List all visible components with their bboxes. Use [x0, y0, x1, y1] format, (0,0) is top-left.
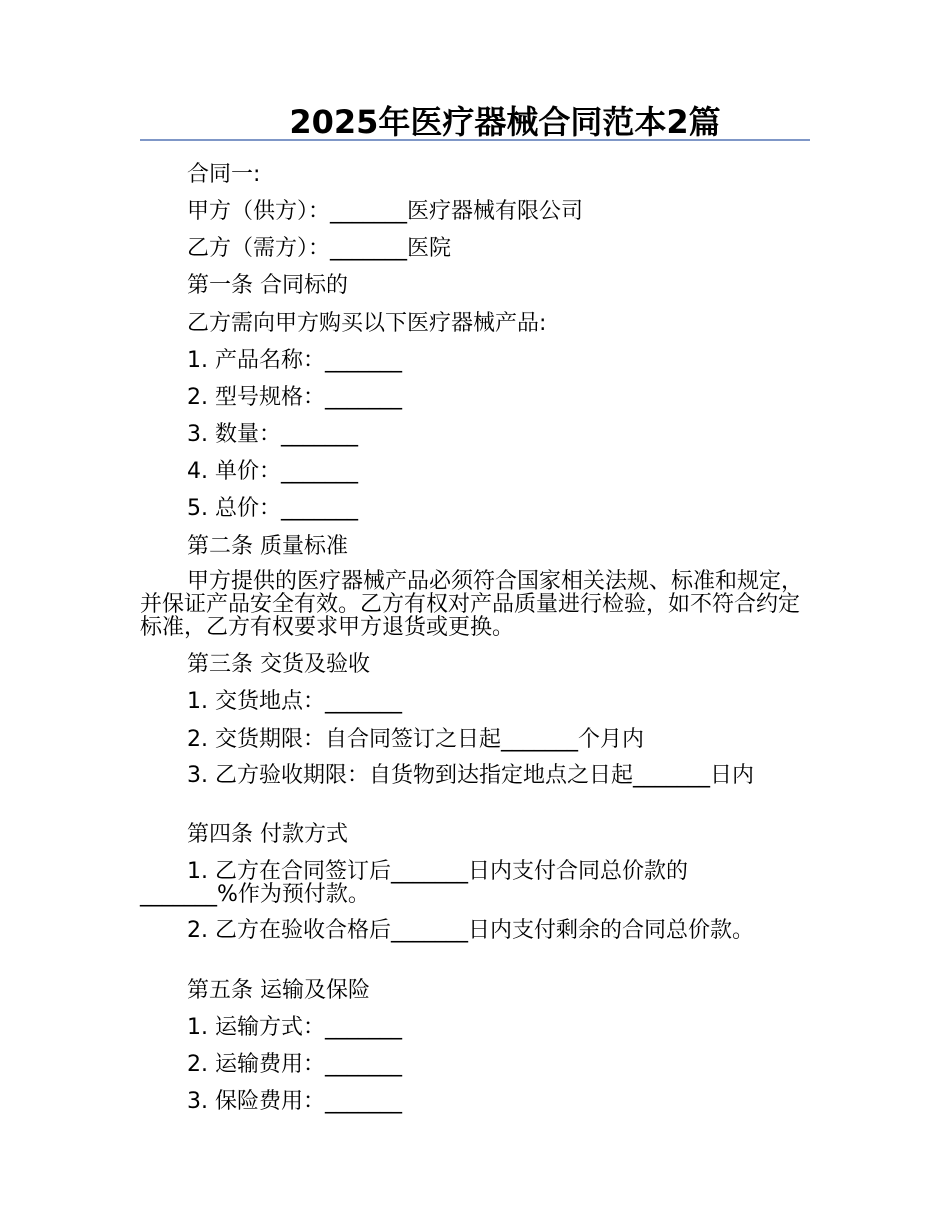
article-5-heading: 第五条 运输及保险: [187, 978, 370, 1003]
article-4-heading: 第四条 付款方式: [187, 822, 348, 847]
list-item: 1. 交货地点：_______: [187, 689, 402, 714]
list-item: 1. 产品名称：_______: [187, 348, 402, 373]
party-b-line: 乙方（需方）：_______医院: [187, 236, 452, 261]
quality-paragraph: 甲方提供的医疗器械产品必须符合国家相关法规、标准和规定，并保证产品安全有效。乙方有权对产品质量进行检验，如不符合约定标准，乙方有权要求甲方退货或更换。: [140, 569, 804, 640]
article-1-heading: 第一条 合同标的: [187, 273, 348, 298]
list-item: 5. 总价：_______: [187, 496, 358, 521]
list-item: 4. 单价：_______: [187, 459, 358, 484]
party-a-line: 甲方（供方）：_______医疗器械有限公司: [187, 199, 584, 224]
contract-heading: 合同一:: [187, 162, 261, 187]
list-item: 2. 型号规格：_______: [187, 385, 402, 410]
list-item: 3. 数量：_______: [187, 422, 358, 447]
list-item: 3. 乙方验收期限：自货物到达指定地点之日起_______日内: [187, 763, 754, 788]
list-item: 1. 运输方式：_______: [187, 1015, 402, 1040]
list-item: 2. 运输费用：_______: [187, 1052, 402, 1077]
list-item: 2. 乙方在验收合格后_______日内支付剩余的合同总价款。: [187, 918, 754, 943]
list-item: 1. 乙方在合同签订后_______日内支付合同总价款的_______%作为预付款。: [140, 859, 688, 907]
list-item: 3. 保险费用：_______: [187, 1089, 402, 1114]
title-underline: [140, 139, 810, 141]
article-3-heading: 第三条 交货及验收: [187, 652, 370, 677]
document-title: 2025年医疗器械合同范本2篇: [289, 103, 721, 141]
article-2-heading: 第二条 质量标准: [187, 534, 348, 559]
article-1-intro: 乙方需向甲方购买以下医疗器械产品:: [187, 311, 547, 336]
list-item: 2. 交货期限：自合同签订之日起_______个月内: [187, 727, 644, 752]
